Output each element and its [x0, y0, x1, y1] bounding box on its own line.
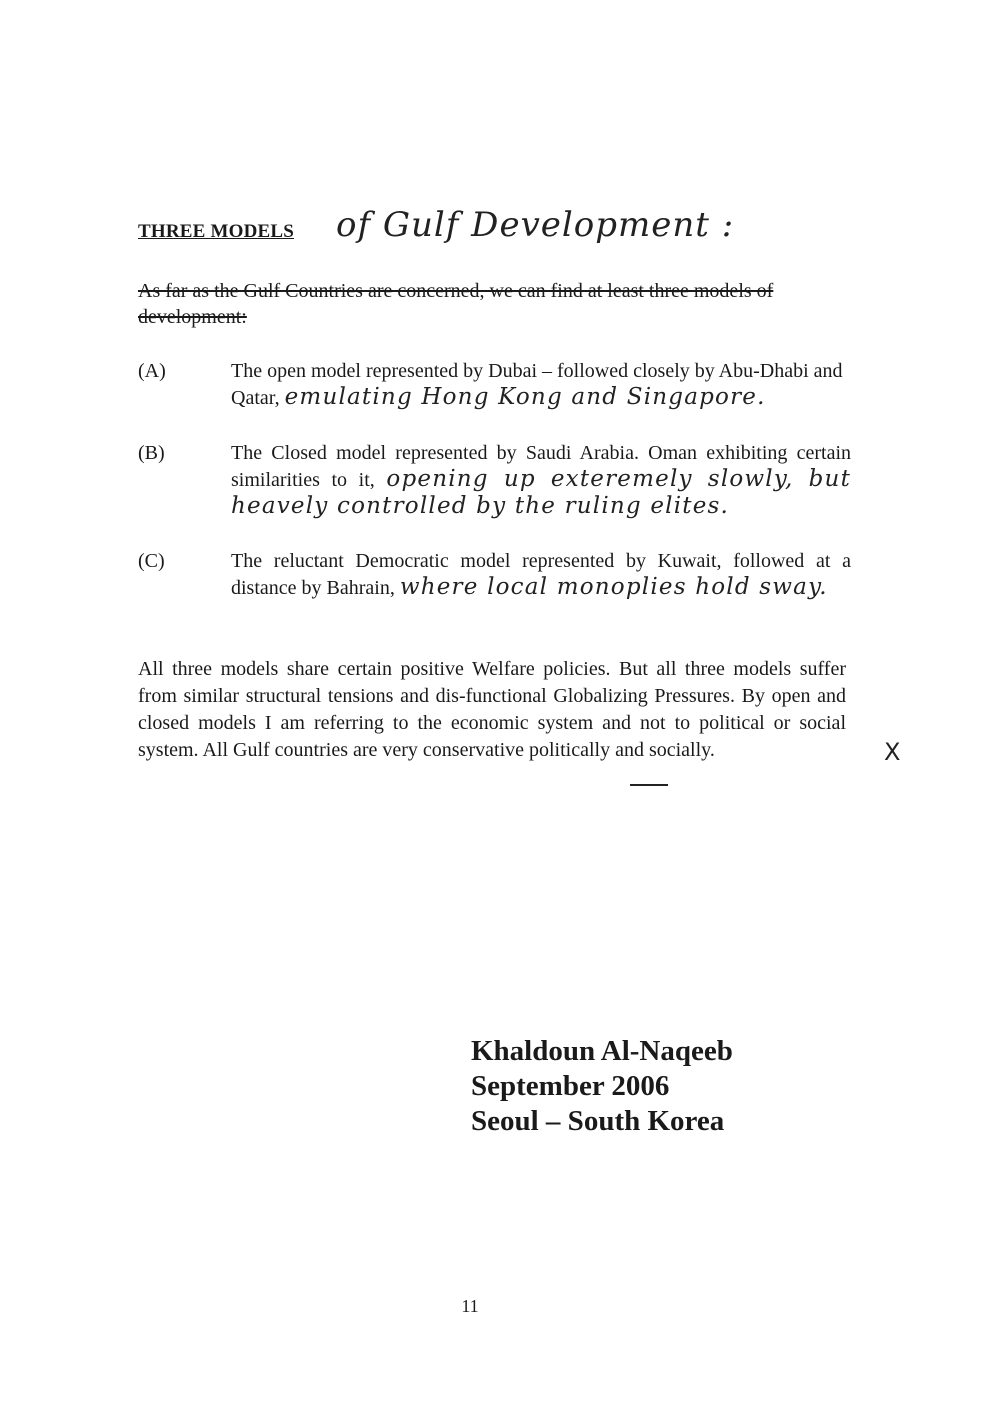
item-text [231, 548, 851, 601]
document-heading [138, 205, 838, 255]
item-printed-text: The reluctant Democratic model represented by Kuwait, followed at a distance by Bahrain, [231, 550, 851, 599]
item-label: (A) [138, 360, 166, 382]
item-handwritten-text: emulating Hong Kong and Singapore. [284, 384, 766, 410]
item-text [231, 440, 851, 520]
signature-place: Seoul – South Korea [471, 1105, 725, 1137]
item-label: (B) [138, 442, 165, 464]
handwritten-dash-mark [630, 784, 668, 786]
heading-handwritten-text: of Gulf Development : [336, 205, 735, 245]
item-handwritten-text: where local monoplies hold sway. [399, 574, 828, 600]
page-number: 11 [461, 1296, 479, 1316]
margin-x-mark: X [884, 738, 901, 766]
signature-date: September 2006 [471, 1070, 670, 1102]
heading-printed-text: THREE MODELS [138, 221, 295, 242]
signature-block [471, 1034, 733, 1139]
item-handwritten-text: opening up exteremely slowly, but heavely controlled by the ruling elites. [231, 466, 852, 519]
item-printed-text: The Closed model represented by Saudi Arabia. Oman exhibiting certain similarities to it, [231, 442, 851, 491]
item-text [231, 358, 851, 411]
item-label: (C) [138, 550, 165, 572]
body-paragraph: All three models share certain positive Welfare policies. But all three models suffer from similar structural tensions and dis-functional Globalizing Pressures. By open and closed models I am referring to the economic system and not to political or social system. All Gulf countries are very conservative politically and socially. [138, 658, 846, 761]
author-name: Khaldoun Al-Naqeeb [471, 1035, 733, 1067]
item-printed-text: The open model represented by Dubai – followed closely by Abu-Dhabi and Qatar, [231, 360, 843, 409]
struck-intro-text: As far as the Gulf Countries are concerned, we can find at least three models of development: [138, 280, 774, 328]
